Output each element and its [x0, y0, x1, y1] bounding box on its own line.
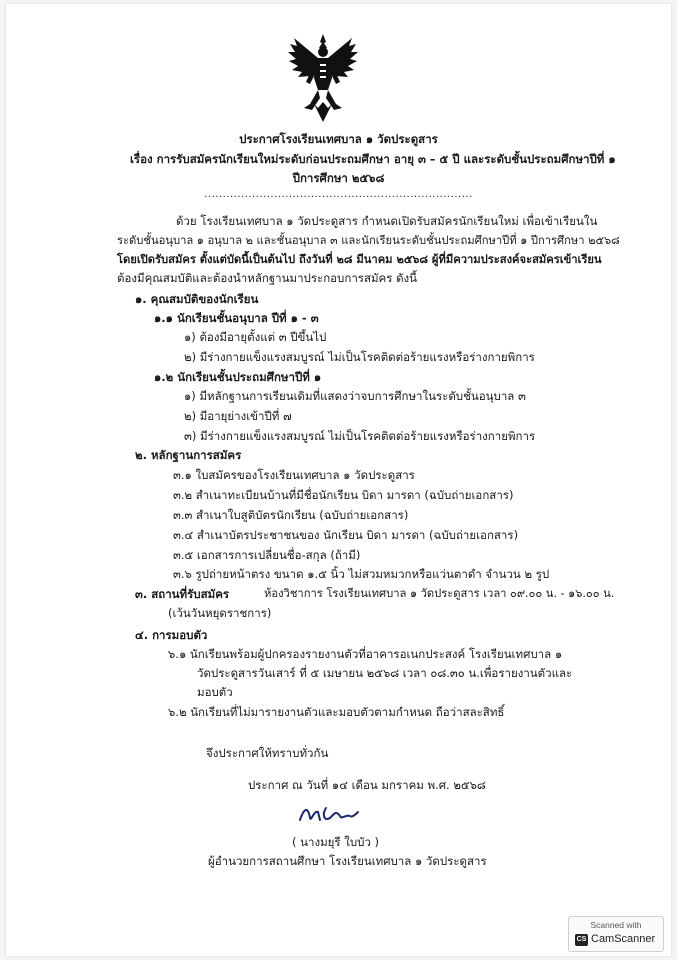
section4-item1-line1: ๖.๑ นักเรียนพร้อมผู้ปกครองรายงานตัวที่อาคารอเนกประสงค์ โรงเรียนเทศบาล ๑ [168, 647, 563, 661]
section2-item: ๓.๑ ใบสมัครของโรงเรียนเทศบาล ๑ วัดประดูสาร [173, 468, 415, 482]
section2-item: ๓.๒ สำเนาทะเบียนบ้านที่มีชื่อนักเรียน บิดา มารดา (ฉบับถ่ายเอกสาร) [173, 488, 514, 502]
section2-item: ๓.๔ สำเนาบัตรประชาชนของ นักเรียน บิดา มารดา (ฉบับถ่ายเอกสาร) [173, 528, 519, 542]
announcement-subject: เรื่อง การรับสมัครนักเรียนใหม่ระดับก่อนประถมศึกษา อายุ ๓ – ๕ ปี และระดับชั้นประถมศึกษาปีที่ ๑ [130, 152, 616, 166]
section1-sub2-item: ๒) มีอายุย่างเข้าปีที่ ๗ [184, 409, 292, 423]
section4-item1-line3: มอบตัว [197, 685, 233, 699]
document-page [6, 4, 671, 956]
watermark-line1: Scanned with [590, 920, 642, 930]
section1-sub2-item: ๑) มีหลักฐานการเรียนเดิมที่แสดงว่าจบการศึกษาในระดับชั้นอนุบาล ๓ [184, 389, 526, 403]
signature [296, 800, 360, 828]
intro-line-2: ระดับชั้นอนุบาล ๑ อนุบาล ๒ และชั้นอนุบาล ๓ และนักเรียนระดับชั้นประถมศึกษาปีที่ ๑ ปีการศึกษา ๒๕๖๘ [117, 234, 620, 247]
intro-line-1: ด้วย โรงเรียนเทศบาล ๑ วัดประดูสาร กำหนดเปิดรับสมัครนักเรียนใหม่ เพื่อเข้าเรียนใน [176, 214, 598, 228]
section4-item2: ๖.๒ นักเรียนที่ไม่มารายงานตัวและมอบตัวตามกำหนด ถือว่าสละสิทธิ์ [168, 705, 505, 719]
section2-item: ๓.๕ เอกสารการเปลี่ยนชื่อ-สกุล (ถ้ามี) [173, 548, 361, 562]
section1-sub1-item: ๒) มีร่างกายแข็งแรงสมบูรณ์ ไม่เป็นโรคติดต่อร้ายแรงหรือร่างกายพิการ [184, 350, 535, 364]
section4-heading: ๔. การมอบตัว [135, 628, 208, 642]
closing-statement: จึงประกาศให้ทราบทั่วกัน [206, 746, 329, 760]
section2-item: ๓.๓ สำเนาใบสูติบัตรนักเรียน (ฉบับถ่ายเอกสาร) [173, 508, 409, 522]
intro-line-3: โดยเปิดรับสมัคร ตั้งแต่บัดนี้เป็นต้นไป ถึงวันที่ ๒๘ มีนาคม ๒๕๖๘ ผู้ที่มีความประสงค์จะสมัครเข้าเรียน [117, 253, 602, 266]
section2-heading: ๒. หลักฐานการสมัคร [135, 448, 242, 462]
section1-sub1-heading: ๑.๑ นักเรียนชั้นอนุบาล ปีที่ ๑ - ๓ [154, 311, 319, 325]
intro-line-4: ต้องมีคุณสมบัติและต้องนำหลักฐานมาประกอบการสมัคร ดังนี้ [117, 271, 418, 285]
academic-year: ปีการศึกษา ๒๕๖๘ [292, 171, 385, 185]
section1-sub1-item: ๑) ต้องมีอายุตั้งแต่ ๓ ปีขึ้นไป [184, 330, 327, 344]
camscanner-watermark [568, 916, 664, 952]
garuda-emblem-icon [286, 32, 360, 124]
section1-sub2-heading: ๑.๒ นักเรียนชั้นประถมศึกษาปีที่ ๑ [154, 370, 322, 384]
section1-heading: ๑. คุณสมบัติของนักเรียน [135, 292, 259, 306]
section4-item1-line2: วัดประดูสารวันเสาร์ ที่ ๕ เมษายน ๒๕๖๘ เวลา ๐๘.๓๐ น.เพื่อรายงานตัวและ [197, 666, 573, 680]
section1-sub2-item: ๓) มีร่างกายแข็งแรงสมบูรณ์ ไม่เป็นโรคติดต่อร้ายแรงหรือร่างกายพิการ [184, 429, 536, 443]
announcement-title: ประกาศโรงเรียนเทศบาล ๑ วัดประดูสาร [239, 132, 438, 146]
camscanner-logo-icon: CS [575, 934, 588, 946]
section3-text: ห้องวิชาการ โรงเรียนเทศบาล ๑ วัดประดูสาร เวลา ๐๙.๐๐ น. - ๑๖.๐๐ น. [264, 587, 615, 600]
signer-position: ผู้อำนวยการสถานศึกษา โรงเรียนเทศบาล ๑ วัดประดูสาร [208, 854, 487, 868]
signer-name: ( นางมยุรี ใบบัว ) [292, 835, 380, 849]
section2-item: ๓.๖ รูปถ่ายหน้าตรง ขนาด ๑.๕ นิ้ว ไม่สวมหมวกหรือแว่นตาดำ จำนวน ๒ รูป [173, 567, 550, 581]
dotted-separator: ......................................................................... [204, 189, 473, 200]
announcement-date: ประกาศ ณ วันที่ ๑๔ เดือน มกราคม พ.ศ. ๒๕๖๘ [248, 778, 486, 792]
watermark-name: CamScanner [591, 933, 656, 945]
section3-note: (เว้นวันหยุดราชการ) [168, 606, 272, 620]
section3-heading: ๓. สถานที่รับสมัคร [135, 587, 230, 601]
